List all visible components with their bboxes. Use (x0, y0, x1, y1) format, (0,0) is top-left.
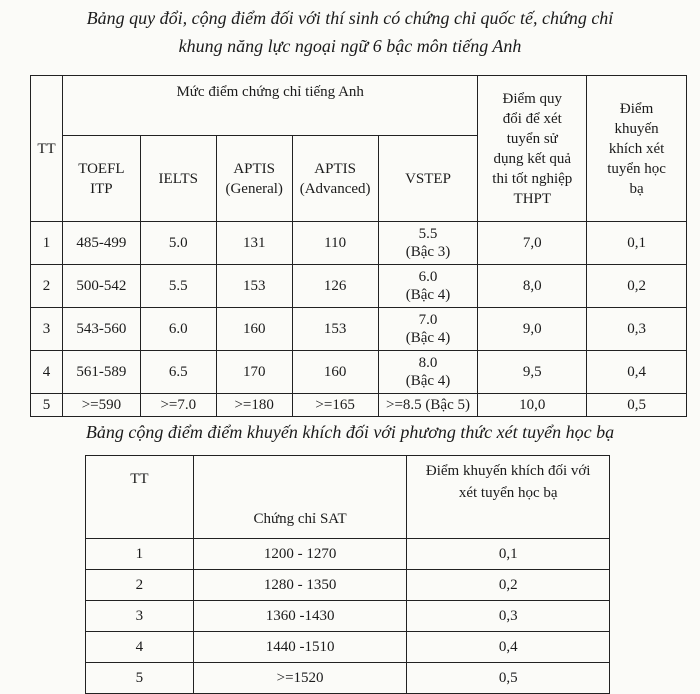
header-tt: TT (31, 76, 63, 222)
cell-converted: 7,0 (478, 222, 587, 265)
table1-title-line2: khung năng lực ngoại ngữ 6 bậc môn tiếng Anh (178, 36, 522, 56)
cell-sat: >=1520 (193, 663, 407, 694)
cell-aptis-advanced: 110 (292, 222, 378, 265)
table-row (31, 308, 687, 351)
cell-sat: 1280 - 1350 (193, 570, 407, 601)
cell-toefl: 561-589 (62, 351, 140, 394)
cell-aptis-general: 170 (216, 351, 292, 394)
cell-vstep: 6.0 (Bậc 4) (378, 265, 478, 308)
cell-toefl: 543-560 (62, 308, 140, 351)
cell-vstep: 5.5 (Bậc 3) (378, 222, 478, 265)
cell-ielts: >=7.0 (140, 394, 216, 417)
table-row (31, 265, 687, 308)
table-row (31, 351, 687, 394)
cell-ielts: 6.0 (140, 308, 216, 351)
cell-sat: 1360 -1430 (193, 601, 407, 632)
header-sat: Chứng chỉ SAT (193, 456, 407, 539)
cell-bonus: 0,3 (407, 601, 610, 632)
header-vstep: VSTEP (378, 136, 478, 222)
cell-aptis-advanced: 153 (292, 308, 378, 351)
cell-converted: 9,5 (478, 351, 587, 394)
cell-aptis-general: 153 (216, 265, 292, 308)
table1-title-line1: Bảng quy đổi, cộng điểm đối với thí sinh có chứng chỉ quốc tế, chứng chỉ (86, 8, 614, 28)
cell-tt: 3 (31, 308, 63, 351)
cell-tt: 5 (31, 394, 63, 417)
conversion-table (30, 75, 687, 417)
cell-converted: 10,0 (478, 394, 587, 417)
cell-tt: 4 (86, 632, 194, 663)
cell-converted: 9,0 (478, 308, 587, 351)
cell-sat: 1440 -1510 (193, 632, 407, 663)
cell-bonus: 0,5 (407, 663, 610, 694)
cell-bonus: 0,2 (587, 265, 687, 308)
cell-vstep: 8.0 (Bậc 4) (378, 351, 478, 394)
cell-toefl: 485-499 (62, 222, 140, 265)
cell-tt: 1 (86, 539, 194, 570)
cell-vstep: 7.0 (Bậc 4) (378, 308, 478, 351)
table-row (86, 663, 610, 694)
header-bonus: Điểm khuyến khích đối với xét tuyển học bạ (407, 456, 610, 539)
header-aptis-general: APTIS (General) (216, 136, 292, 222)
cell-vstep: >=8.5 (Bậc 5) (378, 394, 478, 417)
table-row (31, 394, 687, 417)
cell-bonus: 0,3 (587, 308, 687, 351)
cell-aptis-general: >=180 (216, 394, 292, 417)
cell-aptis-advanced: 160 (292, 351, 378, 394)
cell-aptis-advanced: >=165 (292, 394, 378, 417)
cell-bonus: 0,2 (407, 570, 610, 601)
header-aptis-advanced: APTIS (Advanced) (292, 136, 378, 222)
header-group-cert-levels: Mức điểm chứng chỉ tiếng Anh (62, 76, 477, 136)
cell-tt: 5 (86, 663, 194, 694)
cell-bonus: 0,1 (587, 222, 687, 265)
cell-bonus: 0,1 (407, 539, 610, 570)
cell-tt: 3 (86, 601, 194, 632)
table-row (86, 539, 610, 570)
header-converted-score: Điểm quy đổi để xét tuyển sử dụng kết quả thi tốt nghiệp THPT (478, 76, 587, 222)
sat-bonus-table (85, 455, 610, 694)
table2-title: Bảng cộng điểm điểm khuyến khích đối với phương thức xét tuyển học bạ (85, 422, 615, 442)
header-bonus-score: Điểm khuyến khích xét tuyển học bạ (587, 76, 687, 222)
cell-tt: 1 (31, 222, 63, 265)
cell-bonus: 0,5 (587, 394, 687, 417)
cell-tt: 4 (31, 351, 63, 394)
cell-converted: 8,0 (478, 265, 587, 308)
cell-aptis-advanced: 126 (292, 265, 378, 308)
cell-tt: 2 (31, 265, 63, 308)
header-toefl: TOEFL ITP (62, 136, 140, 222)
cell-ielts: 5.5 (140, 265, 216, 308)
table-row (86, 632, 610, 663)
cell-bonus: 0,4 (587, 351, 687, 394)
cell-ielts: 5.0 (140, 222, 216, 265)
cell-ielts: 6.5 (140, 351, 216, 394)
cell-toefl: >=590 (62, 394, 140, 417)
header-ielts: IELTS (140, 136, 216, 222)
table-row (31, 222, 687, 265)
cell-tt: 2 (86, 570, 194, 601)
cell-bonus: 0,4 (407, 632, 610, 663)
cell-sat: 1200 - 1270 (193, 539, 407, 570)
table-row (86, 570, 610, 601)
cell-toefl: 500-542 (62, 265, 140, 308)
cell-aptis-general: 131 (216, 222, 292, 265)
table-row (86, 601, 610, 632)
cell-aptis-general: 160 (216, 308, 292, 351)
header-tt: TT (86, 456, 194, 539)
